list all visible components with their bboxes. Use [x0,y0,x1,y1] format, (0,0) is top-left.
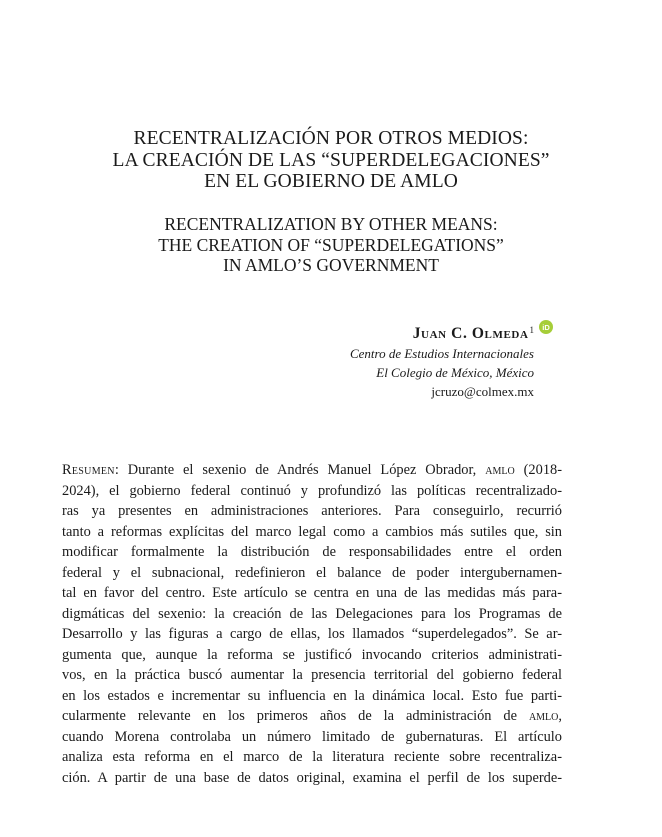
author-block [349,320,550,401]
abstract-label: Resumen [62,462,115,478]
author-affiliation-center: Centro de Estudios Internacionales [349,346,534,361]
abstract [62,460,562,788]
abstract-line: vos, en la práctica buscó aumentar la presencia territorial del gobierno federal [62,667,562,683]
abstract-line: Desarrollo y las figuras a cargo de ellas, los llamados “superdelegados”. Se ar- [62,626,562,642]
abstract-line: tal en favor del centro. Este artículo se centra en una de las medidas más para- [62,585,562,601]
title-spanish-line-3: EN EL GOBIERNO DE AMLO [204,171,458,192]
orcid-icon-label: iD [542,322,550,332]
title-spanish-line-1: RECENTRALIZACIÓN POR OTROS MEDIOS: [133,128,529,149]
abstract-text: , [558,708,562,724]
author-line [350,320,550,344]
orcid-icon[interactable] [539,320,553,334]
abstract-acronym: amlo [485,462,515,478]
author-email[interactable]: jcruzo@colmex.mx [431,384,534,399]
author-footnote-mark[interactable]: 1 [529,325,534,335]
abstract-line: en los estados e incrementar su influencia en la dinámica local. Esto fue parti- [62,687,562,704]
abstract-line: digmáticas del sexenio: la creación de las Delegaciones para los Programas de [62,605,562,622]
abstract-line [62,460,562,481]
title-english-line-3: IN AMLO’S GOVERNMENT [223,255,439,275]
abstract-text: (2018- [514,462,562,478]
abstract-line: analiza esta reforma en el marco de la literatura reciente sobre recentraliza- [62,749,562,765]
author-affiliation-institution: El Colegio de México, México [376,365,534,380]
title-spanish-line-2: LA CREACIÓN DE LAS “SUPERDELEGACIONES” [112,149,550,171]
abstract-line: modificar formalmente la distribución de responsabilidades entre el orden [62,544,562,560]
title-english [40,214,622,276]
abstract-text: cularmente relevante en los primeros años de la administración de [62,708,529,724]
title-english-line-2: THE CREATION OF “SUPERDELEGATIONS” [158,234,504,255]
abstract-line: gumenta que, aunque la reforma se justificó invocando criterios administrati- [62,646,562,663]
abstract-line: ción. A partir de una base de datos original, examina el perfil de los superde- [62,769,562,786]
abstract-line: 2024), el gobierno federal continuó y profundizó las políticas recentralizado- [62,482,562,499]
author-name: Juan C. Olmeda [412,325,529,342]
abstract-text: : Durante el sexenio de Andrés Manuel López Obrador, [114,462,486,478]
abstract-line: tanto a reformas explícitas del marco legal como a cambios más sutiles que, sin [62,523,562,540]
abstract-line: ras ya presentes en administraciones anteriores. Para conseguirlo, recurrió [62,503,562,519]
abstract-acronym: amlo [528,708,559,724]
abstract-line: federal y el subnacional, redefinieron el balance de poder intergubernamen- [62,564,562,581]
title-spanish [40,128,622,193]
abstract-line [62,706,562,727]
abstract-line: cuando Morena controlaba un número limitado de gubernaturas. El artículo [62,728,562,745]
title-english-line-1: RECENTRALIZATION BY OTHER MEANS: [164,214,498,234]
